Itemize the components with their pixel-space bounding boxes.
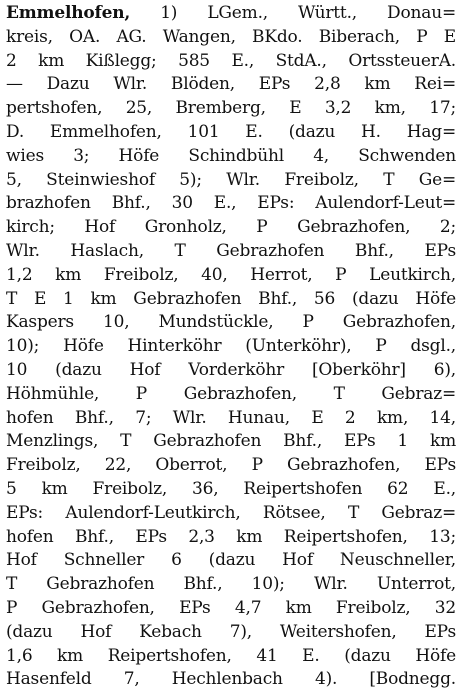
- entry-line: 10 (dazu Hof Vorderköhr [Oberköhr] 6),: [6, 359, 456, 380]
- entry-line: P Gebrazhofen, EPs 4,7 km Freibolz, 32: [6, 597, 456, 618]
- entry-line: pertshofen, 25, Bremberg, E 3,2 km, 17;: [6, 98, 456, 119]
- entry-line: hofen Bhf., EPs 2,3 km Reipertshofen, 13;: [6, 526, 456, 547]
- entry-line: D. Emmelhofen, 101 E. (dazu H. Hag=: [6, 121, 456, 142]
- entry-line: [6, 2, 456, 26]
- entry-line: T E 1 km Gebrazhofen Bhf., 56 (dazu Höfe: [6, 288, 456, 309]
- entry-line: kirch; Hof Gronholz, P Gebrazhofen, 2;: [6, 217, 456, 238]
- entry-line: 1,6 km Reipertshofen, 41 E. (dazu Höfe: [6, 645, 456, 666]
- entry-line: brazhofen Bhf., 30 E., EPs: Aulendorf-Leut=: [6, 193, 456, 214]
- gazetteer-entry-emmelhofen: [6, 2, 456, 692]
- entry-line: 5, Steinwieshof 5); Wlr. Freibolz, T Ge=: [6, 169, 456, 190]
- entry-line: 1,2 km Freibolz, 40, Herrot, P Leutkirch,: [6, 264, 456, 285]
- entry-line: 10); Höfe Hinterköhr (Unterköhr), P dsgl.,: [6, 336, 456, 357]
- entry-line: Kaspers 10, Mundstückle, P Gebrazhofen,: [6, 312, 456, 333]
- entry-line: EPs: Aulendorf-Leutkirch, Rötsee, T Gebraz=: [6, 502, 456, 523]
- entry-line: Höhmühle, P Gebrazhofen, T Gebraz=: [6, 383, 456, 404]
- entry-line: wies 3; Höfe Schindbühl 4, Schwenden: [6, 145, 456, 166]
- entry-line: Freibolz, 22, Oberrot, P Gebrazhofen, EPs: [6, 455, 456, 476]
- entry-line: Hof Schneller 6 (dazu Hof Neuschneller,: [6, 550, 456, 571]
- entry-line: Menzlings, T Gebrazhofen Bhf., EPs 1 km: [6, 431, 456, 452]
- entry-line-text: 1) LGem., Württ., Donau=: [130, 3, 456, 23]
- entry-line: Hasenfeld 7, Hechlenbach 4). [Bodnegg.: [6, 669, 456, 690]
- entry-headword: Emmelhofen,: [6, 3, 131, 23]
- entry-line: Wlr. Haslach, T Gebrazhofen Bhf., EPs: [6, 240, 456, 261]
- entry-line: 5 km Freibolz, 36, Reipertshofen 62 E.,: [6, 478, 456, 499]
- entry-line: T Gebrazhofen Bhf., 10); Wlr. Unterrot,: [6, 574, 456, 595]
- entry-line: hofen Bhf., 7; Wlr. Hunau, E 2 km, 14,: [6, 407, 456, 428]
- entry-line: — Dazu Wlr. Blöden, EPs 2,8 km Rei=: [6, 74, 456, 95]
- entry-line: kreis, OA. AG. Wangen, BKdo. Biberach, P E: [6, 26, 456, 47]
- entry-line: (dazu Hof Kebach 7), Weitershofen, EPs: [6, 621, 456, 642]
- entry-line: 2 km Kißlegg; 585 E., StdA., OrtssteuerA.: [6, 50, 456, 71]
